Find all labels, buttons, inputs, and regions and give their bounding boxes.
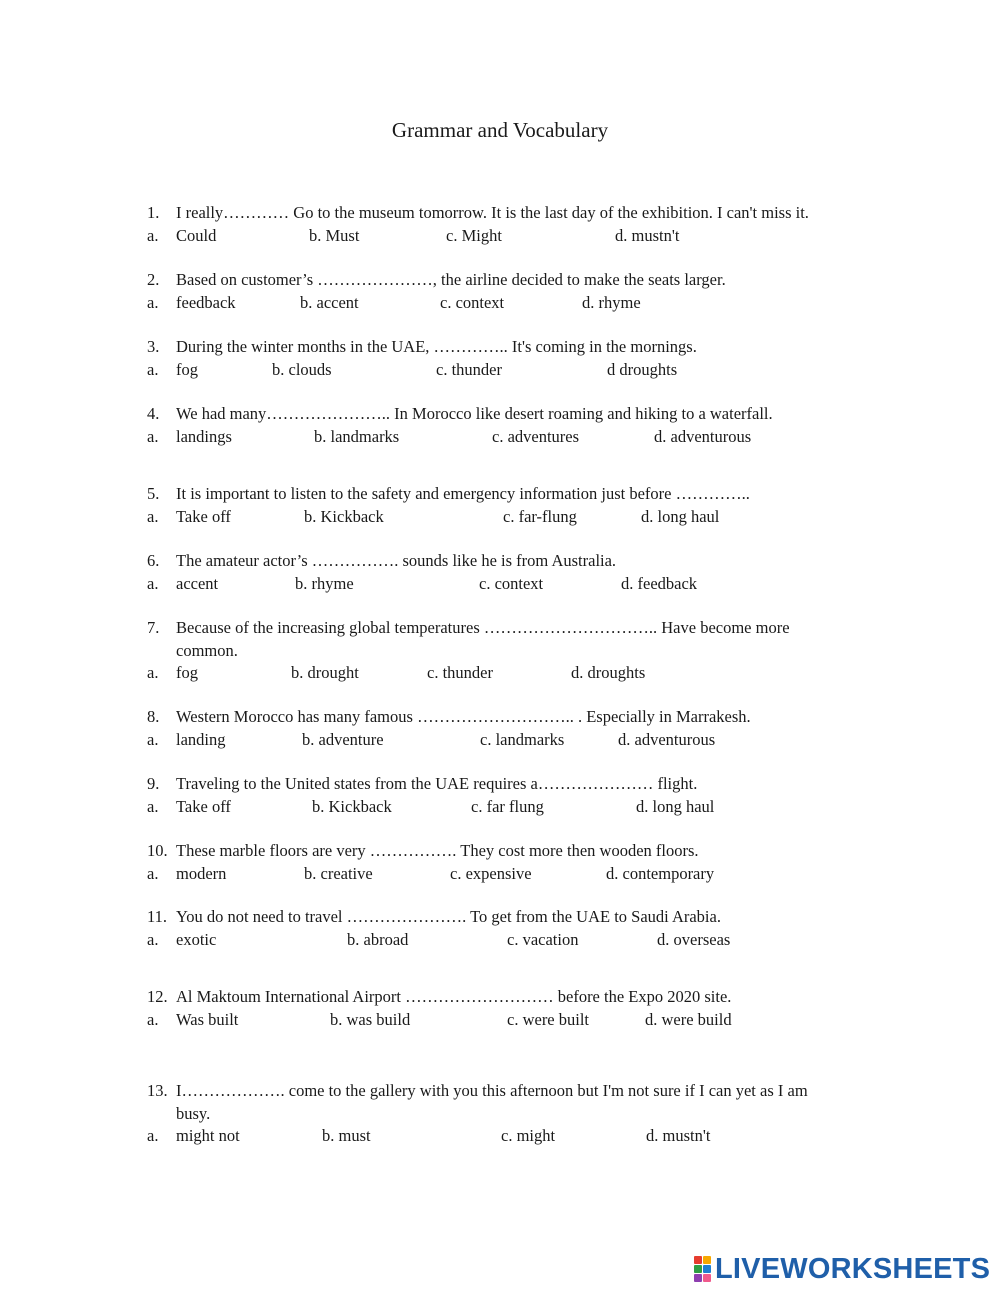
question-9 [0,773,1000,818]
answer-option[interactable]: b. drought [291,663,359,682]
answer-option[interactable]: d. droughts [571,663,646,682]
answer-option[interactable]: b. clouds [272,359,332,379]
question-13 [0,1080,1000,1148]
answer-option[interactable]: d. adventurous [654,426,752,446]
answer-option[interactable]: b. adventure [302,729,384,749]
question-text: Traveling to the United states from the UAE requires a………………… flight. [176,774,698,793]
answer-option[interactable]: d. feedback [621,573,698,593]
question-number: 3. [147,337,160,356]
question-text: We had many………………….. In Morocco like desert roaming and hiking to a waterfall. [176,404,773,423]
answer-option[interactable]: b. landmarks [314,426,400,446]
option-letter: a. [147,573,159,593]
liveworksheets-logo [694,1254,990,1284]
answer-option[interactable]: d. mustn't [646,1126,711,1145]
answer-option[interactable]: b. Must [309,225,360,245]
answer-option[interactable]: landings [176,426,232,446]
question-6 [0,550,1000,595]
answer-option[interactable]: exotic [176,929,217,949]
answer-option[interactable]: b. Kickback [312,796,392,816]
answer-options [0,292,1000,315]
answer-option[interactable]: d droughts [607,359,678,379]
question-text: I really………… Go to the museum tomorrow. It is the last day of the exhibition. I can't miss it. [176,203,809,222]
option-letter: a. [147,225,159,245]
answer-options [0,1009,1000,1032]
option-letter: a. [147,663,159,682]
answer-option[interactable]: c. might [501,1126,556,1145]
answer-option[interactable]: c. thunder [436,359,502,379]
answer-options [0,506,1000,529]
option-letter: a. [147,1126,159,1145]
logo-text-live: LIVE [715,1252,781,1285]
answer-option[interactable]: c. far flung [471,796,544,816]
answer-options [0,1125,1000,1148]
question-text: busy. [176,1103,211,1123]
answer-options [0,426,1000,449]
answer-options [0,863,1000,886]
answer-option[interactable]: d. overseas [657,929,731,949]
answer-option[interactable]: c. context [440,292,505,312]
answer-option[interactable]: b. abroad [347,929,409,949]
answer-option[interactable]: Could [176,225,217,245]
answer-options [0,729,1000,752]
answer-option[interactable]: c. adventures [492,426,580,446]
question-text: During the winter months in the UAE, ………….. It's coming in the mornings. [176,337,697,356]
question-8 [0,706,1000,751]
answer-option[interactable]: c. far-flung [503,506,577,526]
option-letter: a. [147,359,159,379]
answer-option[interactable]: d. adventurous [618,729,716,749]
question-number: 6. [147,551,160,570]
question-number: 9. [147,774,160,793]
answer-option[interactable]: accent [176,573,219,593]
answer-option[interactable]: c. context [479,573,544,593]
answer-option[interactable]: landing [176,729,226,749]
answer-option[interactable]: d. contemporary [606,863,715,883]
question-3 [0,336,1000,381]
answer-option[interactable]: d. long haul [641,506,720,526]
question-text: Al Maktoum International Airport ……………………… before the Expo 2020 site. [176,987,732,1006]
question-10 [0,840,1000,885]
answer-options [0,225,1000,248]
answer-option[interactable]: modern [176,863,227,883]
question-number: 10. [147,841,168,860]
question-text: common. [176,640,238,660]
question-5 [0,483,1000,528]
answer-option[interactable]: d. long haul [636,796,715,816]
question-text: Western Morocco has many famous ……………………….. . Especially in Marrakesh. [176,707,751,726]
answer-option[interactable]: c. vacation [507,929,579,949]
question-text: Based on customer’s …………………, the airline decided to make the seats larger. [176,270,726,289]
option-letter: a. [147,863,159,883]
answer-option[interactable]: Was built [176,1009,239,1029]
question-2 [0,269,1000,314]
logo-text-worksheets: WORKSHEETS [780,1252,991,1285]
question-number: 13. [147,1081,168,1100]
answer-option[interactable]: b. must [322,1126,371,1145]
question-number: 1. [147,203,160,222]
answer-option[interactable]: b. creative [304,863,373,883]
answer-option[interactable]: c. thunder [427,663,493,682]
question-text: It is important to listen to the safety and emergency information just before ………….. [176,484,750,503]
page-title: Grammar and Vocabulary [391,118,609,142]
answer-option[interactable]: Take off [176,796,231,816]
answer-options [0,662,1000,685]
answer-option[interactable]: b. was build [330,1009,411,1029]
liveworksheets-logo-icon [694,1256,712,1282]
answer-option[interactable]: b. accent [300,292,359,312]
answer-options [0,929,1000,952]
question-number: 11. [147,907,168,926]
answer-option[interactable]: d. rhyme [582,292,641,312]
option-letter: a. [147,1009,159,1029]
option-letter: a. [147,796,159,816]
question-number: 4. [147,404,160,423]
answer-option[interactable]: Take off [176,506,231,526]
answer-option[interactable]: feedback [176,292,236,312]
option-letter: a. [147,292,159,312]
question-number: 5. [147,484,160,503]
question-text: Because of the increasing global temperatures ………………………….. Have become more [176,618,790,637]
option-letter: a. [147,929,159,949]
answer-options [0,359,1000,382]
answer-option[interactable]: might not [176,1126,240,1145]
question-text: These marble floors are very ……………. They cost more then wooden floors. [176,841,699,860]
question-text: I………………. come to the gallery with you this afternoon but I'm not sure if I can yet as I am [176,1081,808,1100]
answer-options [0,573,1000,596]
option-letter: a. [147,426,159,446]
answer-option[interactable]: b. rhyme [295,573,354,593]
question-7 [0,617,1000,685]
answer-option[interactable]: d. mustn't [615,225,680,245]
answer-option[interactable]: c. Might [446,225,502,245]
answer-option[interactable]: d. were build [645,1009,732,1029]
question-11 [0,906,1000,951]
question-text: You do not need to travel …………………. To get from the UAE to Saudi Arabia. [176,907,721,926]
question-number: 2. [147,270,160,289]
question-number: 7. [147,618,160,637]
option-letter: a. [147,506,159,526]
option-letter: a. [147,729,159,749]
question-1 [0,202,1000,247]
answer-option[interactable]: fog [176,359,198,379]
question-12 [0,986,1000,1031]
answer-option[interactable]: c. landmarks [480,729,565,749]
answer-option[interactable]: b. Kickback [304,506,384,526]
question-text: The amateur actor’s ……………. sounds like he is from Australia. [176,551,617,570]
answer-option[interactable]: c. were built [507,1009,590,1029]
question-number: 12. [147,987,168,1006]
answer-option[interactable]: c. expensive [450,863,532,883]
answer-options [0,796,1000,819]
question-4 [0,403,1000,448]
question-number: 8. [147,707,160,726]
answer-option[interactable]: fog [176,663,198,682]
